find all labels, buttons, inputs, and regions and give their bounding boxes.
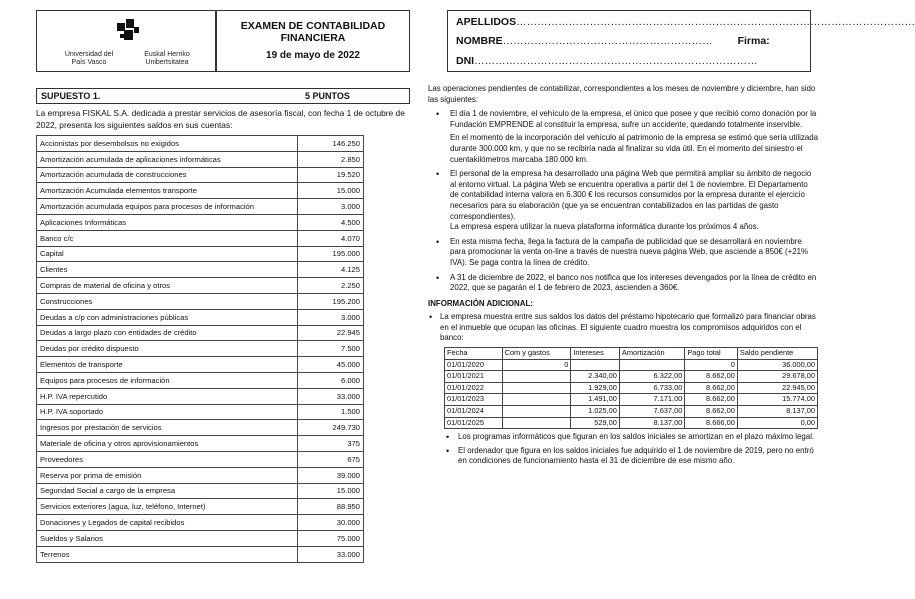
balance-account: Equipos para procesos de información bbox=[37, 372, 298, 388]
operations-section bbox=[428, 84, 818, 467]
operation-2: • El personal de la empresa ha desarrollado una página Web que permitirá ampliar su ámbito de negocio al entorno virtual. La página Web se encuentra operativa a partir del 1 de noviembre. El Departamento de contabilidad interna valora en 6.300 € los recursos consumidos por la empresa durante el ejercicio necesarios para su elaboración (que ya se encuentran contabilizados en las partidas de gasto correspondientes). bbox=[428, 169, 818, 222]
loan-cell: 1.025,00 bbox=[571, 406, 620, 418]
loan-cell bbox=[502, 417, 571, 429]
university-name-spanish: Universidad del País Vasco bbox=[64, 51, 114, 66]
university-name-basque: Euskal Herriko Unibertsitatea bbox=[144, 51, 190, 66]
loan-cell: 01/01/2025 bbox=[445, 417, 503, 429]
balance-row bbox=[37, 199, 364, 215]
loan-cell: 0 bbox=[685, 359, 738, 371]
supuesto-header bbox=[36, 88, 410, 104]
balances-table bbox=[36, 135, 364, 563]
balance-account: Amortización acumulada equipos para procesos de información bbox=[37, 199, 298, 215]
loan-row bbox=[445, 382, 818, 394]
loan-cell: 29.678,00 bbox=[737, 371, 817, 383]
balance-row bbox=[37, 451, 364, 467]
operation-1-detail: En el momento de la incorporación del vehículo al patrimonio de la empresa se estimó que sería utilizada durante 300.000 km, y que no se recibiría nada al finalizar su vida útil. En el momento del siniestro el cuentakilómetros marcaba 180.000 km. bbox=[450, 133, 818, 164]
balance-account: Compras de material de oficina y otros bbox=[37, 278, 298, 294]
exam-title-box bbox=[216, 10, 410, 72]
balance-row bbox=[37, 230, 364, 246]
loan-cell bbox=[502, 406, 571, 418]
balance-row bbox=[37, 515, 364, 531]
balance-account: Deudas por crédito dispuesto bbox=[37, 341, 298, 357]
supuesto-points: 5 PUNTOS bbox=[305, 91, 350, 101]
balance-account: Clientes bbox=[37, 262, 298, 278]
loan-cell: 8.662,00 bbox=[685, 406, 738, 418]
loan-column-header: Fecha bbox=[445, 348, 503, 360]
balance-amount: 39.000 bbox=[298, 467, 364, 483]
loan-cell: 0,00 bbox=[737, 417, 817, 429]
operations-intro: Las operaciones pendientes de contabilizar, correspondientes a los meses de noviembre y diciembre, han sido las siguientes: bbox=[428, 84, 816, 104]
balance-amount: 15.000 bbox=[298, 483, 364, 499]
balance-amount: 3.000 bbox=[298, 199, 364, 215]
balance-row bbox=[37, 309, 364, 325]
loan-cell bbox=[502, 394, 571, 406]
loan-cell bbox=[571, 359, 620, 371]
loan-cell: 529,00 bbox=[571, 417, 620, 429]
balance-account: Construcciones bbox=[37, 293, 298, 309]
loan-cell: 1.929,00 bbox=[571, 382, 620, 394]
balance-row bbox=[37, 420, 364, 436]
loan-table bbox=[444, 347, 818, 429]
balance-row bbox=[37, 136, 364, 152]
balance-account: Amortización acumulada de aplicaciones informáticas bbox=[37, 151, 298, 167]
balance-account: Deudas a largo plazo con entidades de crédito bbox=[37, 325, 298, 341]
balance-account: Seguridad Social a cargo de la empresa bbox=[37, 483, 298, 499]
supuesto-label: SUPUESTO 1. bbox=[41, 91, 101, 101]
balance-amount: 4.070 bbox=[298, 230, 364, 246]
balance-amount: 249.730 bbox=[298, 420, 364, 436]
loan-cell bbox=[619, 359, 684, 371]
balance-amount: 195.200 bbox=[298, 293, 364, 309]
loan-cell: 8.662,00 bbox=[685, 382, 738, 394]
balance-amount: 33.000 bbox=[298, 546, 364, 562]
balance-amount: 7.500 bbox=[298, 341, 364, 357]
balance-account: Amortización acumulada de construcciones bbox=[37, 167, 298, 183]
balance-row bbox=[37, 167, 364, 183]
balance-row bbox=[37, 246, 364, 262]
loan-column-header: Pago total bbox=[685, 348, 738, 360]
loan-cell: 7.171,00 bbox=[619, 394, 684, 406]
balance-account: Sueldos y Salarios bbox=[37, 530, 298, 546]
loan-cell: 01/01/2020 bbox=[445, 359, 503, 371]
operation-2-detail: La empresa espera utilizar la nueva plataforma informática durante los próximos 4 años. bbox=[450, 222, 759, 232]
balance-amount: 19.520 bbox=[298, 167, 364, 183]
balance-account: Proveedores bbox=[37, 451, 298, 467]
firma-label: Firma: bbox=[737, 35, 770, 47]
balance-amount: 6.000 bbox=[298, 372, 364, 388]
loan-cell: 2.340,00 bbox=[571, 371, 620, 383]
balance-amount: 1.500 bbox=[298, 404, 364, 420]
balance-account: H.P. IVA repercutido bbox=[37, 388, 298, 404]
balance-row bbox=[37, 436, 364, 452]
loan-cell: 8.137,00 bbox=[619, 417, 684, 429]
balance-row bbox=[37, 183, 364, 199]
balance-row bbox=[37, 372, 364, 388]
loan-cell: 01/01/2021 bbox=[445, 371, 503, 383]
loan-cell: 1.491,00 bbox=[571, 394, 620, 406]
operation-4: • A 31 de diciembre de 2022, el banco nos notifica que los intereses devengados por la línea de crédito en 2022, que se pagarán el 1 de febrero de 2023, ascienden a 360€. bbox=[428, 273, 818, 294]
student-info-box bbox=[447, 10, 915, 72]
balance-row bbox=[37, 214, 364, 230]
balance-row bbox=[37, 499, 364, 515]
loan-cell: 15.774,00 bbox=[737, 394, 817, 406]
balance-row bbox=[37, 530, 364, 546]
balance-amount: 3.000 bbox=[298, 309, 364, 325]
balance-account: Materiale de oficina y otros aprovisionamientos bbox=[37, 436, 298, 452]
loan-cell: 6.322,00 bbox=[619, 371, 684, 383]
balance-amount: 146.250 bbox=[298, 136, 364, 152]
balance-account: Accionistas por desembolsos no exigidos bbox=[37, 136, 298, 152]
university-logo-box bbox=[36, 10, 216, 72]
balance-amount: 2.850 bbox=[298, 151, 364, 167]
loan-row bbox=[445, 406, 818, 418]
loan-cell bbox=[502, 382, 571, 394]
balance-row bbox=[37, 293, 364, 309]
balance-row bbox=[37, 404, 364, 420]
balance-account: Banco c/c bbox=[37, 230, 298, 246]
loan-cell: 6.733,00 bbox=[619, 382, 684, 394]
balance-account: Aplicaciones Informáticas bbox=[37, 214, 298, 230]
balance-account: Terrenos bbox=[37, 546, 298, 562]
balance-row bbox=[37, 357, 364, 373]
loan-row bbox=[445, 417, 818, 429]
balance-account: Capital bbox=[37, 246, 298, 262]
balance-row bbox=[37, 483, 364, 499]
balance-amount: 33.000 bbox=[298, 388, 364, 404]
balance-amount: 4.125 bbox=[298, 262, 364, 278]
balance-account: Donaciones y Legados de capital recibidos bbox=[37, 515, 298, 531]
balance-account: Ingresos por prestación de servicios bbox=[37, 420, 298, 436]
balance-amount: 4.500 bbox=[298, 214, 364, 230]
apellidos-field[interactable]: APELLIDOS…………………………………………………………………………………………………… bbox=[456, 16, 915, 28]
loan-column-header: Com y gastos bbox=[502, 348, 571, 360]
loan-cell: 0 bbox=[502, 359, 571, 371]
loan-column-header: Amortización bbox=[619, 348, 684, 360]
loan-cell: 01/01/2024 bbox=[445, 406, 503, 418]
balance-account: H.P. IVA soportado bbox=[37, 404, 298, 420]
university-logo-icon bbox=[115, 17, 141, 45]
balance-row bbox=[37, 325, 364, 341]
loan-column-header: Intereses bbox=[571, 348, 620, 360]
loan-cell: 01/01/2023 bbox=[445, 394, 503, 406]
nombre-field[interactable]: NOMBRE…………………………………………………… Firma: bbox=[456, 35, 770, 47]
balance-amount: 22.945 bbox=[298, 325, 364, 341]
operation-3: • En esta misma fecha, llega la factura de la campaña de publicidad que se desarrollará en noviembre para promocionar la venta on-line a través de nuestra nueva página Web, que asciende a 850€ (+21% IVA). Se paga contra la línea de crédito. bbox=[428, 237, 818, 269]
loan-cell: 7.637,00 bbox=[619, 406, 684, 418]
balance-account: Deudas a c/p con administraciones públicas bbox=[37, 309, 298, 325]
operation-1: • El día 1 de noviembre, el vehículo de la empresa, el único que posee y que recibió como donación por la Fundación EMPRENDE al constituir la empresa, sufre un accidente, quedando totalmente inservible. bbox=[428, 109, 818, 130]
additional-info-heading: INFORMACIÓN ADICIONAL: bbox=[428, 298, 533, 308]
balance-row bbox=[37, 262, 364, 278]
dni-field[interactable]: DNI……………………………………………………………………… bbox=[456, 55, 758, 67]
balance-amount: 30.000 bbox=[298, 515, 364, 531]
supuesto-intro: La empresa FISKAL S.A. dedicada a prestar servicios de asesoría fiscal, con fecha 1 de octubre de 2022, presenta los siguientes saldos en sus cuentas: bbox=[36, 108, 405, 130]
balance-row bbox=[37, 388, 364, 404]
exam-date: 19 de mayo de 2022 bbox=[266, 50, 360, 61]
loan-cell bbox=[502, 371, 571, 383]
balance-amount: 675 bbox=[298, 451, 364, 467]
note-software-amortization: • Los programas informáticos que figuran en los saldos iniciales se amortizan en el plazo máximo legal. bbox=[428, 432, 818, 443]
loan-intro: • La empresa muestra entre sus saldos los datos del préstamo hipotecario que formalizó para financiar obras en el inmueble que ocupan las oficinas. El siguiente cuadro muestra los compromisos adquiridos con el banco: bbox=[428, 312, 818, 344]
balance-amount: 2.250 bbox=[298, 278, 364, 294]
loan-cell: 01/01/2022 bbox=[445, 382, 503, 394]
balance-amount: 75.000 bbox=[298, 530, 364, 546]
balance-amount: 195.000 bbox=[298, 246, 364, 262]
balance-row bbox=[37, 341, 364, 357]
loan-cell: 8.662,00 bbox=[685, 371, 738, 383]
balance-row bbox=[37, 467, 364, 483]
loan-row bbox=[445, 394, 818, 406]
loan-cell: 8.662,00 bbox=[685, 394, 738, 406]
note-computer-acquisition: • El ordenador que figura en los saldos iniciales fue adquirido el 1 de noviembre de 2019, pero no entró en condiciones de funcionamiento hasta el 31 de diciembre de ese mismo año. bbox=[428, 446, 818, 467]
balance-row bbox=[37, 151, 364, 167]
loan-cell: 22.945,00 bbox=[737, 382, 817, 394]
loan-column-header: Saldo pendiente bbox=[737, 348, 817, 360]
balance-account: Elementos de transporte bbox=[37, 357, 298, 373]
loan-cell: 8.666,00 bbox=[685, 417, 738, 429]
balance-account: Reserva por prima de emisión bbox=[37, 467, 298, 483]
balance-amount: 45.000 bbox=[298, 357, 364, 373]
loan-row bbox=[445, 359, 818, 371]
balance-amount: 375 bbox=[298, 436, 364, 452]
balance-amount: 15.000 bbox=[298, 183, 364, 199]
balance-account: Servicios exteriores (agua, luz, teléfono, Internet) bbox=[37, 499, 298, 515]
exam-title: EXAMEN DE CONTABILIDAD FINANCIERA bbox=[240, 20, 386, 44]
balance-row bbox=[37, 278, 364, 294]
loan-cell: 8.137,00 bbox=[737, 406, 817, 418]
balance-amount: 88.950 bbox=[298, 499, 364, 515]
balance-row bbox=[37, 546, 364, 562]
loan-cell: 36.000,00 bbox=[737, 359, 817, 371]
loan-row bbox=[445, 371, 818, 383]
balance-account: Amortización Acumulada elementos transporte bbox=[37, 183, 298, 199]
